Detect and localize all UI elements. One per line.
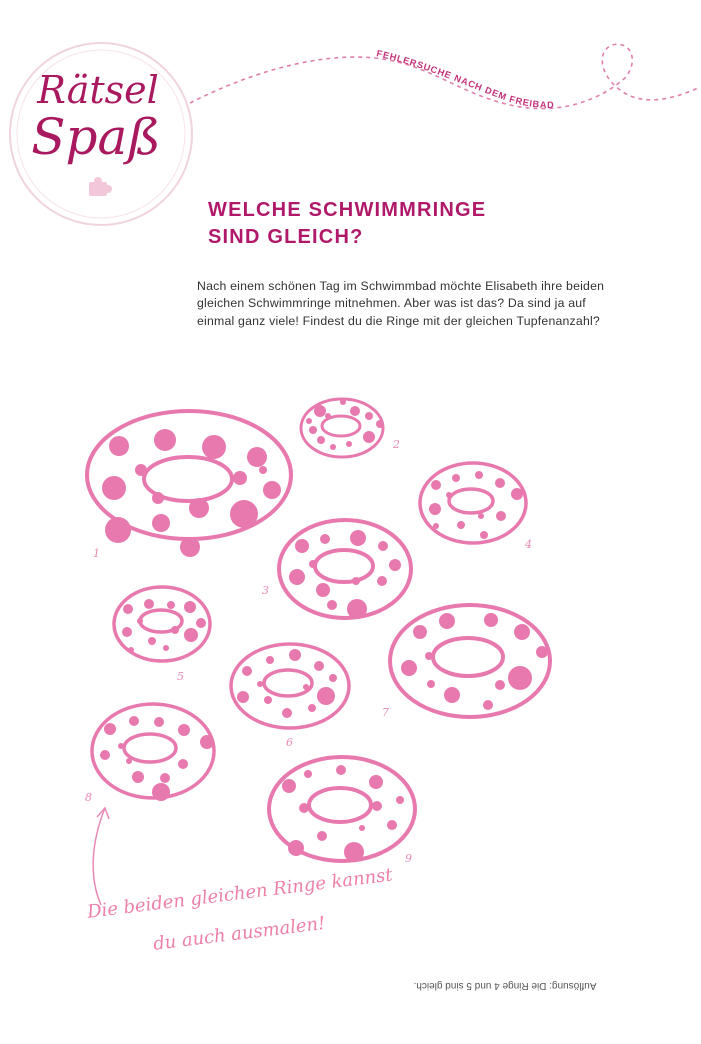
ring-number-9: 9 [405,852,412,865]
swim-ring-8[interactable] [92,704,214,801]
ring-number-5: 5 [177,670,184,683]
hint-line-1: Die beiden gleichen Ringe kannst [86,864,394,923]
swim-ring-7[interactable] [390,605,550,717]
page-title-line-2: SIND GLEICH? [208,226,364,248]
swim-ring-4[interactable] [420,463,526,543]
logo-word-spass: Spaß [31,108,161,166]
ring-number-2: 2 [393,438,400,451]
page-title-line-1: WELCHE SCHWIMMRINGE [208,199,487,221]
arrow-up-icon [93,808,109,905]
swim-ring-1[interactable] [87,411,291,557]
swim-ring-6[interactable] [231,644,349,728]
ribbon-text: FEHLERSUCHE NACH DEM FREIBAD [375,48,555,110]
ring-number-4: 4 [525,538,532,551]
solution-text-upside-down: Auflösung: Die Ringe 4 und 5 sind gleich. [413,980,597,991]
hint-line-2: du auch ausmalen! [152,912,327,955]
swim-ring-5[interactable] [114,587,210,661]
ring-number-1: 1 [93,547,100,560]
swim-ring-3[interactable] [279,520,411,619]
swim-ring-2[interactable] [301,399,384,457]
logo-word-raetsel: Rätsel [37,68,159,112]
swim-ring-9[interactable] [269,757,415,862]
ring-number-7: 7 [382,706,389,719]
ring-number-3: 3 [262,584,269,597]
ring-number-6: 6 [286,736,293,749]
page-title [208,197,486,251]
intro-paragraph: Nach einem schönen Tag im Schwimmbad möchte Elisabeth ihre beiden gleichen Schwimmringe mitnehmen. Aber was ist das? Da sind ja auf einmal ganz viele! Findest du die Ringe mit der gleichen Tupfenanzahl? [197,279,605,328]
ring-number-8: 8 [85,791,92,804]
